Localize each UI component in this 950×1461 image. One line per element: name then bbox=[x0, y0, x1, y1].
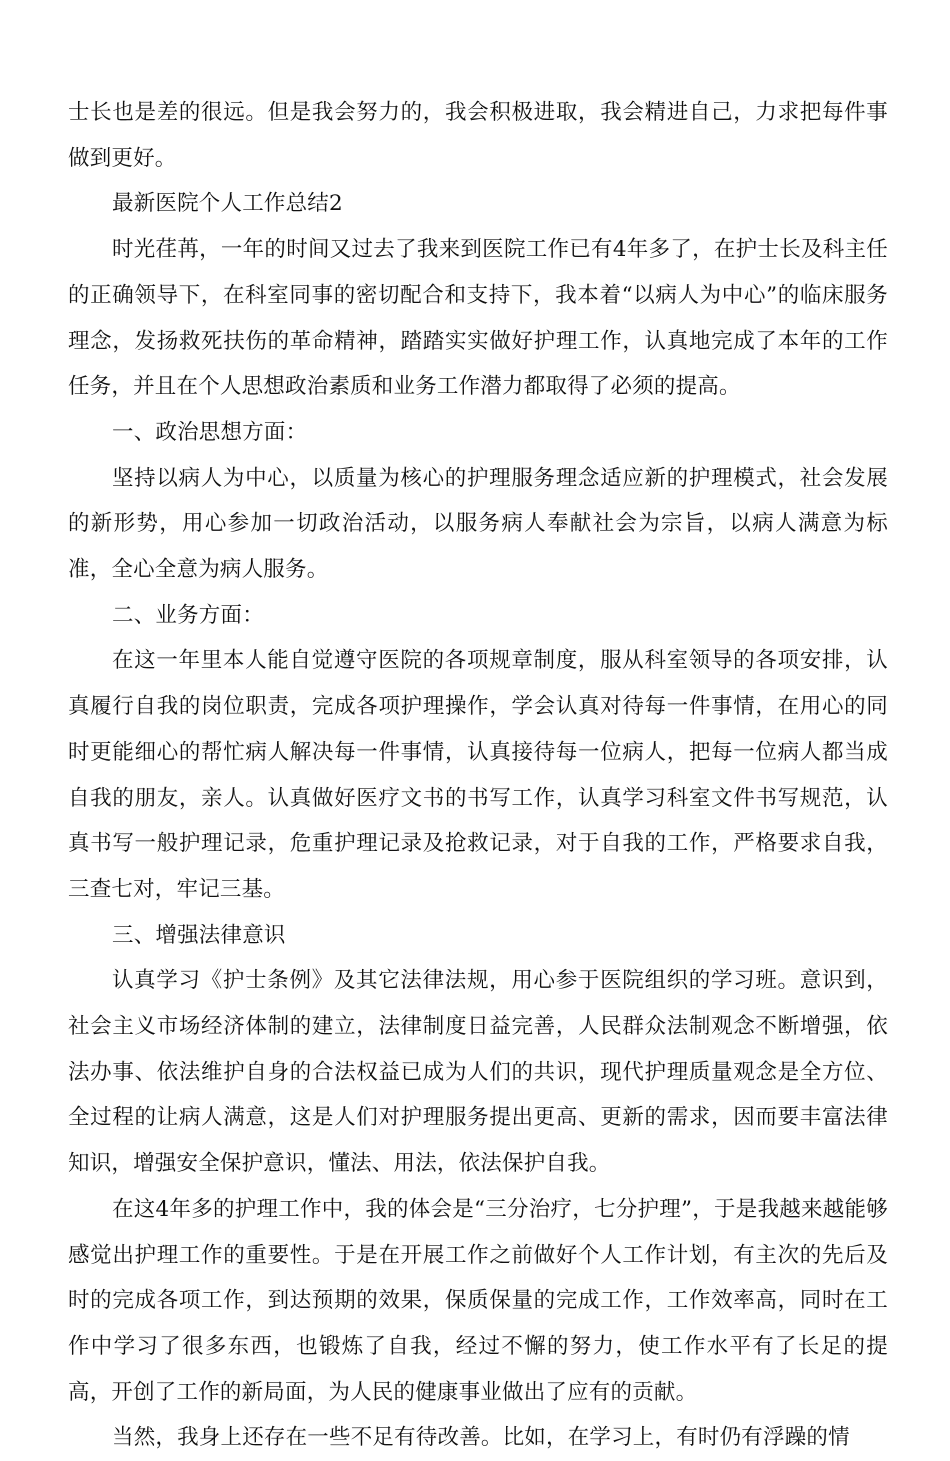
heading-political: 一、政治思想方面： bbox=[112, 419, 308, 445]
paragraph-shortcomings: 当然，我身上还存在一些不足有待改善。比如，在学习上，有时仍有浮躁的情 bbox=[112, 1425, 850, 1451]
section-title: 最新医院个人工作总结2 bbox=[112, 191, 343, 217]
paragraph-business: 在这一年里本人能自觉遵守医院的各项规章制度，服从科室领导的各项安排，认真履行自我的岗位职责，完成各项护理操作，学会认真对待每一件事情，在用心的同时更能细心的帮忙病人解决每一件事情，认真接待每一位病人，把每一位病人都当成自我的朋友，亲人。认真做好医疗文书的书写工作，认真学习科室文件书写规范，认真书写一般护理记录，危重护理记录及抢救记录，对于自我的工作，严格要求自我，三查七对，牢记三基。 bbox=[68, 648, 888, 902]
paragraph-intro: 时光荏苒，一年的时间又过去了我来到医院工作已有4年多了，在护士长及科主任的正确领导下，在科室同事的密切配合和支持下，我本着“以病人为中心”的临床服务理念，发扬救死扶伤的革命精神，踏踏实实做好护理工作，认真地完成了本年的工作任务，并且在个人思想政治素质和业务工作潜力都取得了必须的提高。 bbox=[68, 237, 888, 400]
document-body bbox=[68, 90, 888, 1461]
paragraph-law: 认真学习《护士条例》及其它法律法规，用心参于医院组织的学习班。意识到，社会主义市场经济体制的建立，法律制度日益完善，人民群众法制观念不断增强，依法办事、依法维护自身的合法权益已成为人们的共识，现代护理质量观念是全方位、全过程的让病人满意，这是人们对护理服务提出更高、更新的需求，因而要丰富法律知识，增强安全保护意识，懂法、用法，依法保护自我。 bbox=[68, 968, 888, 1177]
paragraph-experience: 在这4年多的护理工作中，我的体会是“三分治疗，七分护理”，于是我越来越能够感觉出护理工作的重要性。于是在开展工作之前做好个人工作计划，有主次的先后及时的完成各项工作，到达预期的效果，保质保量的完成工作，工作效率高，同时在工作中学习了很多东西，也锻炼了自我，经过不懈的努力，使工作水平有了长足的提高，开创了工作的新局面，为人民的健康事业做出了应有的贡献。 bbox=[68, 1196, 888, 1405]
heading-business: 二、业务方面： bbox=[112, 602, 264, 628]
paragraph-political: 坚持以病人为中心，以质量为核心的护理服务理念适应新的护理模式，社会发展的新形势，用心参加一切政治活动，以服务病人奉献社会为宗旨，以病人满意为标准，全心全意为病人服务。 bbox=[68, 465, 888, 583]
heading-law: 三、增强法律意识 bbox=[112, 922, 286, 948]
paragraph-continuation: 士长也是差的很远。但是我会努力的，我会积极进取，我会精进自己，力求把每件事做到更好。 bbox=[68, 100, 888, 171]
